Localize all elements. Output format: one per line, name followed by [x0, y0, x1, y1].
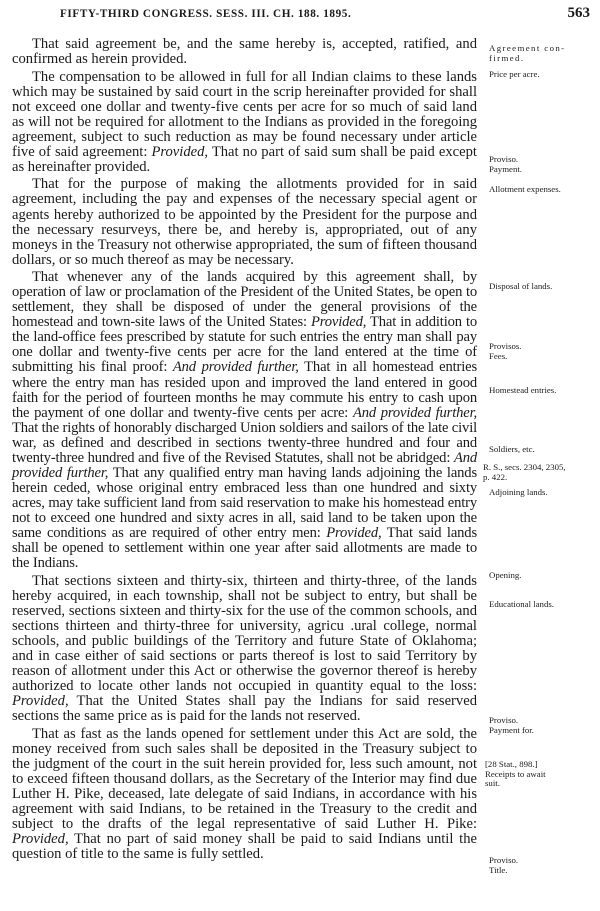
page-number: 563: [567, 5, 590, 21]
side-note-proviso-title: Proviso. Title.: [489, 855, 519, 875]
paragraph-receipts: That as fast as the lands opened for settlement under this Act are sold, the money received from such sales shall be deposited in the Treasury subject to the judgment of the court in the suit herein provided for, less such amount, not to exceed fifteen thousand dollars, as the Secretary of the Interior may find due Luther H. Pike, deceased, late delegate of said Indians, in accordance with his agreement with said Indians, to be retained in the Treasury to the credit and subject to the drafts of the legal representative of said Luther H. Pike: Provided, That no part of said money shall be paid to said Indians until the question of title to the same is fully settled.: [12, 725, 477, 862]
side-note-revised-statutes: R. S., secs. 2304, 2305, p. 422.: [483, 462, 566, 482]
paragraph-agreement-accepted: That said agreement be, and the same hereby is, accepted, ratified, and confirmed as herein provided.: [12, 36, 477, 68]
side-note-allotment-expenses: Allotment expenses.: [489, 184, 561, 194]
paragraph-allotment-expenses: That for the purpose of making the allotments provided for in said agreement, including the pay and expenses of the necessary special agent or agents hereby authorized to be appointed by the President for the purpose and the necessary resurveys, there be, and hereby is, appropriated, out of any moneys in the Treasury not otherwise appropriated, the sum of fifteen thousand dollars, or so much thereof as may be necessary.: [12, 176, 477, 268]
side-note-proviso-payment-for: Proviso. Payment for.: [489, 715, 534, 735]
side-note-price-per-acre: Price per acre.: [489, 69, 540, 79]
side-note-soldiers: Soldiers, etc.: [489, 444, 535, 454]
page-header: [0, 5, 600, 27]
side-note-disposal-of-lands: Disposal of lands.: [489, 281, 553, 291]
paragraph-compensation: The compensation to be allowed in full for all Indian claims to these lands which may be sustained by said court in the scrip hereinafter provided for shall not exceed one dollar and twenty-five cents per acre for so much of said land as will not be required for allotment to the Indians as provided in the foregoing agreement, subject to such reduction as may be found necessary under article five of said agreement: Provided, That no part of said sum shall be paid except as hereinafter provided.: [12, 68, 477, 175]
side-note-adjoining-lands: Adjoining lands.: [489, 487, 548, 497]
side-note-provisos-fees: Provisos. Fees.: [489, 341, 522, 361]
side-note-opening: Opening.: [489, 570, 522, 580]
side-note-homestead-entries: Homestead entries.: [489, 385, 557, 395]
running-head: FIFTY-THIRD CONGRESS. SESS. III. CH. 188. 1895.: [60, 8, 352, 20]
paragraph-disposal-of-lands: That whenever any of the lands acquired by this agreement shall, by operation of law or proclamation of the President of the United States, be open to settlement, they shall be disposed of under the general provisions of the homestead and town-site laws of the United States: Provided, That in addition to the land-office fees prescribed by statute for such entries the entry man shall pay one dollar and twenty-five cents per acre for the land entered at the time of submitting his final proof: And provided further, That in all homestead entries where the entry man has resided upon and improved the land entered in good faith for the period of fourteen months he may commute his entry to cash upon the payment of one dollar and twenty-five cents per acre: And provided further, That the rights of honorably discharged Union soldiers and sailors of the late civil war, as defined and described in sections twenty-three hundred and four and twenty-three hundred and five of the Revised Statutes, shall not be abridged: And provided further, That any qualified entry man having lands adjoining the lands herein ceded, whose original entry embraced less than one hundred and sixty acres, may take sufficient land from said reservation to make his homestead entry not to exceed one hundred and sixty acres in all, said land to be taken upon the same conditions as are required of other entry men: Provided, That said lands shall be opened to settlement within one year after said allotments are made to the Indians.: [12, 269, 478, 572]
side-note-educational-lands: Educational lands.: [489, 599, 554, 609]
side-note-stat-receipts: [28 Stat., 898.] Receipts to await suit.: [485, 759, 546, 788]
statute-text: [12, 37, 477, 865]
side-note-agreement-confirmed: Agreement con- firmed.: [489, 43, 566, 63]
side-note-proviso-payment: Proviso. Payment.: [489, 154, 522, 174]
paragraph-educational-lands: That sections sixteen and thirty-six, thirteen and thirty-three, of the lands hereby acquired, in each township, shall not be subject to entry, but shall be reserved, sections sixteen and thirty-six for the use of the common schools, and sections thirteen and thirty-three for university, agricu .ural college, normal schools, and public buildings of the Territory and future State of Oklahoma; and in case either of said sections or parts thereof is lost to said Territory by reason of allotment under this Act or otherwise the governor thereof is hereby authorized to locate other lands not occupied in quantity equal to the loss: Provided, That the United States shall pay the Indians for said reserved sections the same price as is paid for the lands not reserved.: [12, 572, 477, 725]
